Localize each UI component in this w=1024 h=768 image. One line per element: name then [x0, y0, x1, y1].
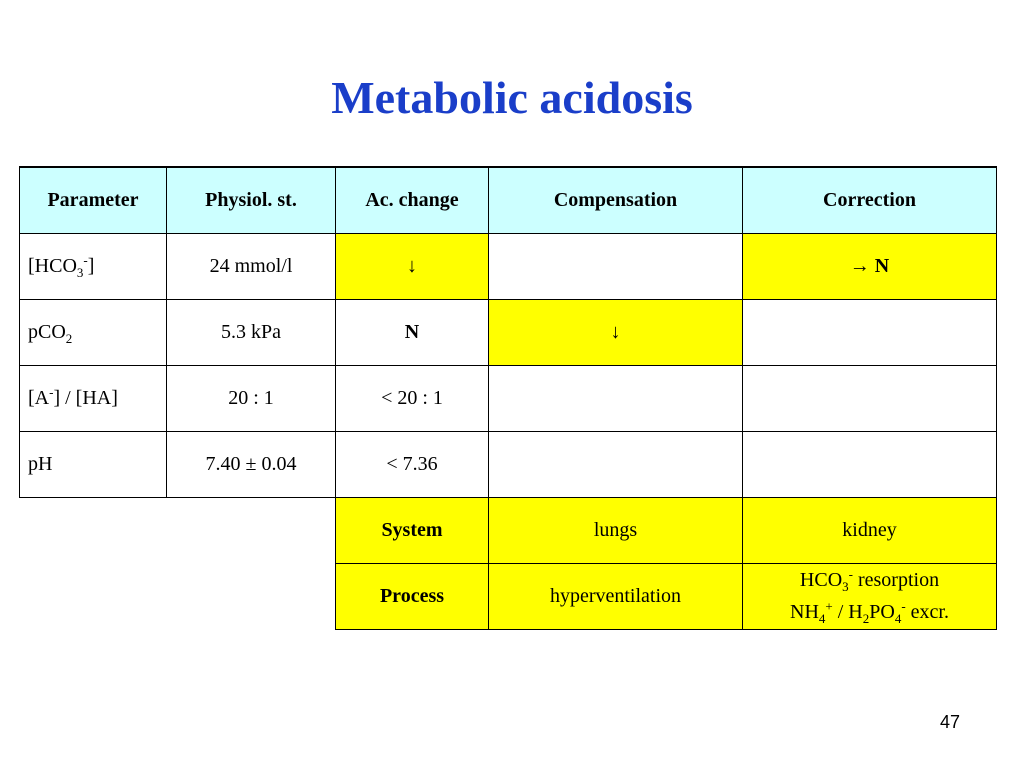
ratio-correction	[743, 365, 997, 431]
ratio-label: [A-] / [HA]	[20, 365, 167, 431]
header-ac-change: Ac. change	[336, 167, 489, 233]
system-correction: kidney	[743, 497, 997, 563]
ph-compensation	[489, 431, 743, 497]
table-row-ph	[20, 431, 997, 497]
process-label: Process	[336, 563, 489, 629]
slide-title: Metabolic acidosis	[331, 72, 693, 123]
table-row-process	[20, 563, 997, 629]
process-correction-line2: $NH_4^+ / H_2PO_4^-$ excr.	[790, 598, 949, 626]
table-row-system	[20, 497, 997, 563]
pco2-ac-change: N	[336, 299, 489, 365]
ph-correction	[743, 431, 997, 497]
header-parameter: Parameter	[20, 167, 167, 233]
pco2-compensation: ↓	[489, 299, 743, 365]
acid-base-table	[19, 166, 997, 630]
ratio-physiol: 20 : 1	[167, 365, 336, 431]
ph-label: pH	[20, 431, 167, 497]
ph-physiol: 7.40 ± 0.04	[167, 431, 336, 497]
process-compensation: hyperventilation	[489, 563, 743, 629]
table-row-pco2	[20, 299, 997, 365]
hco3-label: $[HCO_3^-]$	[20, 233, 167, 299]
table-row-hco3	[20, 233, 997, 299]
hco3-correction: → N	[743, 233, 997, 299]
table-row-ratio	[20, 365, 997, 431]
process-correction-line1: $HCO_3^-$ resorption	[799, 566, 940, 594]
table-header-row	[20, 167, 997, 233]
page-number: 47	[939, 712, 960, 732]
system-compensation: lungs	[489, 497, 743, 563]
process-correction	[743, 563, 997, 629]
hco3-compensation	[489, 233, 743, 299]
header-compensation: Compensation	[489, 167, 743, 233]
pco2-physiol: 5.3 kPa	[167, 299, 336, 365]
ratio-ac-change: < 20 : 1	[336, 365, 489, 431]
system-label: System	[336, 497, 489, 563]
header-physiol: Physiol. st.	[167, 167, 336, 233]
ratio-compensation	[489, 365, 743, 431]
pco2-label: pCO$_2$	[20, 299, 167, 365]
hco3-physiol: 24 mmol/l	[167, 233, 336, 299]
header-correction: Correction	[743, 167, 997, 233]
pco2-correction	[743, 299, 997, 365]
hco3-ac-change: ↓	[336, 233, 489, 299]
ph-ac-change: < 7.36	[336, 431, 489, 497]
